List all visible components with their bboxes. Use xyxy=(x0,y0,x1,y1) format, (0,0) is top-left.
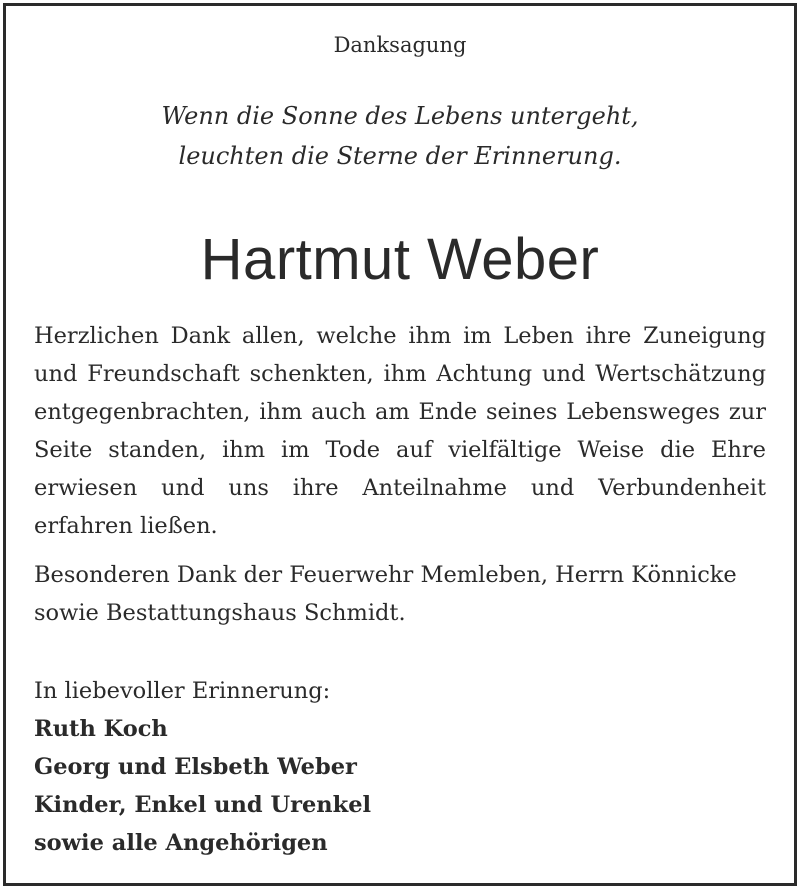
deceased-name: Hartmut Weber xyxy=(200,227,600,292)
signatory: Kinder, Enkel und Urenkel xyxy=(34,792,372,818)
notice-heading: Danksagung xyxy=(333,33,467,57)
special-thanks-paragraph xyxy=(34,556,774,632)
closing-block xyxy=(34,672,774,862)
quote-line-1: Wenn die Sonne des Lebens untergeht, xyxy=(161,102,639,130)
quote-line-2: leuchten die Sterne der Erinnerung. xyxy=(178,142,622,170)
memorial-quote xyxy=(0,96,800,176)
signatory: sowie alle Angehörigen xyxy=(34,830,328,856)
closing-intro: In liebevoller Erinnerung: xyxy=(34,678,331,704)
signatory: Ruth Koch xyxy=(34,716,168,742)
thanks-paragraph: Herzlichen Dank allen, welche ihm im Leben ihre Zuneigung und Freundschaft schenkten, ihm Achtung und Wertschätzung entgegenbrachten, ihm auch am Ende seines Lebensweges zur Seite standen, ihm im Tode auf vielfältige Weise die Ehre erwiesen und uns ihre Anteilnahme und Verbundenheit erfahren ließen. xyxy=(34,323,766,539)
signatory: Georg und Elsbeth Weber xyxy=(34,754,357,780)
special-thanks-line-2: sowie Bestattungshaus Schmidt. xyxy=(34,600,406,626)
special-thanks-line-1: Besonderen Dank der Feuerwehr Memleben, Herrn Könnicke xyxy=(34,562,737,588)
